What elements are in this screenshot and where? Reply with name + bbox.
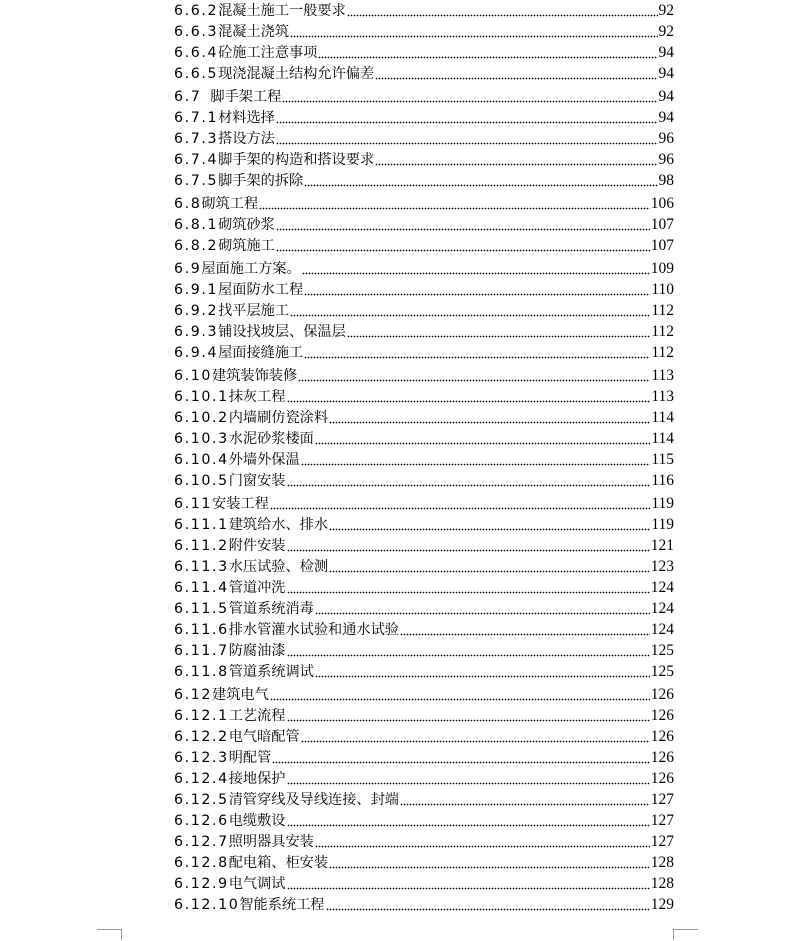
toc-entry-number: 6.12.9 bbox=[174, 876, 229, 892]
toc-entry-title: 排水管灌水试验和通水试验 bbox=[228, 622, 399, 638]
toc-entry-page-number: 128 bbox=[650, 854, 674, 871]
toc-dot-leader bbox=[326, 899, 650, 911]
toc-entry-page-number: 124 bbox=[650, 621, 674, 638]
toc-dot-leader bbox=[272, 752, 649, 764]
toc-dot-leader bbox=[287, 878, 650, 890]
toc-entry-page-number: 126 bbox=[650, 749, 674, 766]
toc-entry-title: 材料选择 bbox=[218, 110, 275, 126]
toc-entry[interactable] bbox=[174, 556, 674, 576]
toc-entry-page-number: 96 bbox=[658, 130, 674, 147]
toc-entry[interactable] bbox=[174, 21, 674, 41]
toc-entry-page-number: 112 bbox=[651, 323, 674, 340]
toc-entry-page-number: 129 bbox=[650, 896, 674, 913]
toc-entry-number: 6.10.2 bbox=[174, 410, 229, 426]
toc-entry-page-number: 98 bbox=[658, 172, 674, 189]
toc-entry[interactable] bbox=[174, 170, 674, 190]
toc-entry-page-number: 94 bbox=[658, 109, 674, 126]
toc-entry-page-number: 92 bbox=[658, 2, 674, 19]
toc-entry[interactable] bbox=[174, 235, 674, 255]
toc-entry-page-number: 127 bbox=[650, 833, 674, 850]
toc-entry-title: 脚手架的构造和搭设要求 bbox=[218, 152, 375, 168]
toc-entry-title: 工艺流程 bbox=[228, 708, 286, 724]
toc-entry-page-number: 107 bbox=[650, 216, 674, 233]
toc-dot-leader bbox=[276, 219, 650, 231]
toc-dot-leader bbox=[270, 689, 650, 701]
toc-entry[interactable] bbox=[174, 789, 674, 809]
toc-entry-number: 6.11.1 bbox=[174, 517, 229, 533]
toc-entry-number: 6.12.8 bbox=[174, 855, 229, 871]
toc-entry-number: 6.7.4 bbox=[174, 152, 219, 168]
toc-entry-title: 防腐油漆 bbox=[228, 643, 286, 659]
toc-entry-number: 6.12.6 bbox=[174, 813, 229, 829]
toc-entry[interactable] bbox=[174, 684, 674, 704]
toc-dot-leader bbox=[315, 666, 650, 678]
toc-entry-page-number: 112 bbox=[651, 302, 674, 319]
toc-entry-title: 砌筑砂浆 bbox=[218, 217, 275, 233]
toc-entry-number: 6.12.2 bbox=[174, 729, 229, 745]
toc-entry-title: 砌筑工程 bbox=[201, 196, 259, 212]
toc-entry-page-number: 92 bbox=[658, 23, 674, 40]
toc-entry-number: 6.11.2 bbox=[174, 538, 229, 554]
toc-dot-leader bbox=[287, 710, 650, 722]
toc-entry-title: 电缆敷设 bbox=[228, 813, 286, 829]
toc-entry[interactable] bbox=[174, 894, 674, 914]
toc-entry-number: 6.11.7 bbox=[174, 643, 229, 659]
toc-entry-title: 屋面防水工程 bbox=[218, 282, 304, 298]
toc-entry-number: 6.8.1 bbox=[174, 217, 219, 233]
toc-entry-title: 砼施工注意事项 bbox=[218, 45, 318, 61]
toc-dot-leader bbox=[400, 624, 650, 636]
toc-entry-page-number: 126 bbox=[650, 728, 674, 745]
toc-entry-number: 6.11.3 bbox=[174, 559, 229, 575]
toc-entry-number: 6.7.3 bbox=[174, 131, 219, 147]
toc-entry-number: 6.6.2 bbox=[174, 3, 219, 19]
toc-entry-page-number: 109 bbox=[650, 260, 674, 277]
toc-entry-title: 混凝土浇筑 bbox=[218, 24, 290, 40]
toc-dot-leader bbox=[329, 412, 650, 424]
toc-entry-title: 内墙刷仿瓷涂料 bbox=[228, 410, 329, 426]
toc-entry-title: 管道系统消毒 bbox=[228, 601, 314, 617]
toc-dot-leader bbox=[270, 498, 651, 510]
toc-entry-title: 配电箱、柜安装 bbox=[228, 855, 329, 871]
toc-entry-number: 6.11 bbox=[174, 496, 212, 512]
toc-entry-title: 屋面接缝施工 bbox=[218, 345, 304, 361]
toc-entry-number: 6.8.2 bbox=[174, 238, 219, 254]
toc-entry-number: 6.12.7 bbox=[174, 834, 229, 850]
toc-entry[interactable] bbox=[174, 149, 674, 169]
toc-dot-leader bbox=[329, 561, 650, 573]
toc-dot-leader bbox=[315, 836, 650, 848]
toc-entry-page-number: 115 bbox=[651, 451, 674, 468]
toc-entry-page-number: 123 bbox=[650, 558, 674, 575]
toc-entry-page-number: 113 bbox=[651, 388, 674, 405]
toc-entry-title: 明配管 bbox=[228, 750, 272, 766]
toc-entry-title: 电气调试 bbox=[228, 876, 286, 892]
toc-entry-page-number: 110 bbox=[651, 281, 674, 298]
toc-entry-number: 6.10.1 bbox=[174, 389, 229, 405]
toc-entry[interactable] bbox=[174, 640, 674, 660]
toc-entry-number: 6.12.1 bbox=[174, 708, 229, 724]
toc-entry-number: 6.10.5 bbox=[174, 473, 229, 489]
toc-entry[interactable] bbox=[174, 619, 674, 639]
toc-entry[interactable] bbox=[174, 0, 674, 20]
toc-entry-title: 砌筑施工 bbox=[218, 238, 275, 254]
toc-entry-number: 6.8 bbox=[174, 196, 202, 212]
toc-entry-title: 建筑给水、排水 bbox=[228, 517, 329, 533]
toc-entry-number: 6.11.8 bbox=[174, 664, 229, 680]
toc-entry-number: 6.12.4 bbox=[174, 771, 229, 787]
toc-entry-page-number: 125 bbox=[650, 642, 674, 659]
toc-entry-page-number: 113 bbox=[651, 367, 674, 384]
toc-dot-leader bbox=[276, 112, 658, 124]
toc-entry-number: 6.11.4 bbox=[174, 580, 229, 596]
toc-entry[interactable] bbox=[174, 514, 674, 534]
toc-entry[interactable] bbox=[174, 493, 674, 513]
toc-entry-title: 找平层施工 bbox=[218, 303, 290, 319]
toc-entry[interactable] bbox=[174, 321, 674, 341]
toc-entry-page-number: 125 bbox=[650, 663, 674, 680]
toc-dot-leader bbox=[287, 815, 650, 827]
toc-entry[interactable] bbox=[174, 107, 674, 127]
toc-entry[interactable] bbox=[174, 365, 674, 385]
toc-entry-title: 水压试验、检测 bbox=[228, 559, 329, 575]
toc-entry-title: 脚手架的拆除 bbox=[218, 173, 304, 189]
toc-dot-leader bbox=[318, 47, 657, 59]
toc-dot-leader bbox=[276, 133, 658, 145]
toc-entry-number: 6.7.5 bbox=[174, 173, 219, 189]
toc-entry-number: 6.11.6 bbox=[174, 622, 229, 638]
toc-entry-page-number: 126 bbox=[650, 707, 674, 724]
toc-entry[interactable] bbox=[174, 300, 674, 320]
toc-entry[interactable] bbox=[174, 428, 674, 448]
toc-entry-title: 智能系统工程 bbox=[239, 897, 325, 913]
toc-entry-title: 电气暗配管 bbox=[228, 729, 300, 745]
toc-entry-page-number: 114 bbox=[651, 409, 674, 426]
toc-dot-leader bbox=[302, 263, 650, 275]
toc-dot-leader bbox=[282, 91, 657, 103]
toc-dot-leader bbox=[304, 284, 650, 296]
toc-entry-page-number: 94 bbox=[658, 65, 674, 82]
toc-entry[interactable] bbox=[174, 661, 674, 681]
toc-entry-title: 接地保护 bbox=[228, 771, 286, 787]
toc-entry-number: 6.10.3 bbox=[174, 431, 229, 447]
toc-entry-page-number: 127 bbox=[650, 791, 674, 808]
page-corner-mark-left bbox=[97, 929, 122, 940]
toc-dot-leader bbox=[287, 475, 651, 487]
toc-entry-title: 混凝土施工一般要求 bbox=[218, 3, 346, 19]
toc-entry[interactable] bbox=[174, 63, 674, 83]
toc-entry[interactable] bbox=[174, 342, 674, 362]
toc-entry-title: 抹灰工程 bbox=[228, 389, 286, 405]
toc-dot-leader bbox=[259, 198, 650, 210]
toc-entry-page-number: 94 bbox=[658, 88, 674, 105]
toc-entry-number: 6.12.10 bbox=[174, 897, 240, 913]
toc-entry-title: 水泥砂浆楼面 bbox=[228, 431, 314, 447]
toc-entry-page-number: 106 bbox=[650, 195, 674, 212]
toc-dot-leader bbox=[276, 240, 650, 252]
toc-entry-page-number: 124 bbox=[650, 600, 674, 617]
toc-entry[interactable] bbox=[174, 726, 674, 746]
toc-dot-leader bbox=[315, 433, 650, 445]
toc-entry-page-number: 119 bbox=[651, 516, 674, 533]
toc-entry-number: 6.9.2 bbox=[174, 303, 219, 319]
toc-dot-leader bbox=[287, 645, 650, 657]
toc-entry-page-number: 94 bbox=[658, 44, 674, 61]
toc-entry-title: 搭设方法 bbox=[218, 131, 275, 147]
toc-entry[interactable] bbox=[174, 768, 674, 788]
toc-dot-leader bbox=[329, 519, 650, 531]
toc-entry[interactable] bbox=[174, 128, 674, 148]
toc-entry[interactable] bbox=[174, 598, 674, 618]
toc-entry[interactable] bbox=[174, 386, 674, 406]
toc-entry-page-number: 116 bbox=[651, 472, 674, 489]
toc-entry[interactable] bbox=[174, 407, 674, 427]
toc-entry-page-number: 107 bbox=[650, 237, 674, 254]
toc-entry-title: 脚手架工程 bbox=[201, 89, 282, 105]
toc-entry-number: 6.12.3 bbox=[174, 750, 229, 766]
toc-entry-title: 照明器具安装 bbox=[228, 834, 314, 850]
toc-entry-page-number: 112 bbox=[651, 344, 674, 361]
toc-dot-leader bbox=[329, 857, 650, 869]
toc-entry[interactable] bbox=[174, 747, 674, 767]
toc-entry[interactable] bbox=[174, 831, 674, 851]
toc-entry-number: 6.10.4 bbox=[174, 452, 229, 468]
toc-entry-title: 管道冲洗 bbox=[228, 580, 286, 596]
toc-entry-number: 6.11.5 bbox=[174, 601, 229, 617]
toc-entry-number: 6.9 bbox=[174, 261, 202, 277]
toc-entry-page-number: 126 bbox=[650, 686, 674, 703]
toc-dot-leader bbox=[301, 731, 650, 743]
toc-entry[interactable] bbox=[174, 86, 674, 106]
toc-entry[interactable] bbox=[174, 705, 674, 725]
toc-entry[interactable] bbox=[174, 810, 674, 830]
toc-entry[interactable] bbox=[174, 449, 674, 469]
toc-entry-title: 安装工程 bbox=[212, 496, 269, 512]
toc-entry[interactable] bbox=[174, 258, 674, 278]
toc-entry[interactable] bbox=[174, 852, 674, 872]
toc-entry-number: 6.6.5 bbox=[174, 66, 219, 82]
toc-entry[interactable] bbox=[174, 214, 674, 234]
toc-dot-leader bbox=[287, 540, 650, 552]
toc-entry-title: 建筑电气 bbox=[212, 687, 269, 703]
toc-entry-page-number: 124 bbox=[650, 579, 674, 596]
toc-entry[interactable] bbox=[174, 193, 674, 213]
toc-dot-leader bbox=[375, 68, 657, 80]
toc-dot-leader bbox=[347, 326, 651, 338]
toc-entry-number: 6.9.1 bbox=[174, 282, 219, 298]
toc-entry-title: 建筑装饰装修 bbox=[212, 368, 298, 384]
toc-entry-page-number: 127 bbox=[650, 812, 674, 829]
toc-entry[interactable] bbox=[174, 577, 674, 597]
toc-entry-title: 现浇混凝土结构允许偏差 bbox=[218, 66, 375, 82]
toc-dot-leader bbox=[287, 773, 650, 785]
toc-entry-title: 附件安装 bbox=[228, 538, 286, 554]
toc-dot-leader bbox=[290, 26, 657, 38]
toc-dot-leader bbox=[304, 175, 657, 187]
toc-entry-number: 6.6.3 bbox=[174, 24, 219, 40]
toc-entry[interactable] bbox=[174, 535, 674, 555]
toc-entry-page-number: 114 bbox=[651, 430, 674, 447]
toc-entry-number: 6.6.4 bbox=[174, 45, 219, 61]
toc-entry-title: 门窗安装 bbox=[228, 473, 286, 489]
toc-entry[interactable] bbox=[174, 873, 674, 893]
toc-entry-page-number: 128 bbox=[650, 875, 674, 892]
toc-dot-leader bbox=[375, 154, 657, 166]
toc-entry-number: 6.12.5 bbox=[174, 792, 229, 808]
toc-entry-number: 6.9.4 bbox=[174, 345, 219, 361]
toc-dot-leader bbox=[315, 603, 650, 615]
toc-entry-page-number: 119 bbox=[651, 495, 674, 512]
toc-dot-leader bbox=[287, 391, 651, 403]
toc-entry-number: 6.9.3 bbox=[174, 324, 219, 340]
toc-entry-page-number: 96 bbox=[658, 151, 674, 168]
toc-dot-leader bbox=[347, 5, 658, 17]
toc-entry-title: 管道系统调试 bbox=[228, 664, 314, 680]
toc-dot-leader bbox=[400, 794, 650, 806]
toc-dot-leader bbox=[290, 305, 650, 317]
toc-dot-leader bbox=[304, 347, 650, 359]
page-corner-mark-right bbox=[673, 929, 698, 940]
toc-entry-number: 6.7 bbox=[174, 89, 202, 105]
toc-dot-leader bbox=[298, 370, 650, 382]
toc-entry-title: 清管穿线及导线连接、封端 bbox=[228, 792, 399, 808]
toc-entry[interactable] bbox=[174, 42, 674, 62]
toc-entry[interactable] bbox=[174, 279, 674, 299]
toc-entry-number: 6.10 bbox=[174, 368, 212, 384]
toc-entry-title: 铺设找坡层、保温层 bbox=[218, 324, 346, 340]
toc-entry-number: 6.7.1 bbox=[174, 110, 219, 126]
toc-entry-number: 6.12 bbox=[174, 687, 212, 703]
toc-entry-title: 屋面施工方案。 bbox=[201, 261, 301, 277]
toc-entry-page-number: 126 bbox=[650, 770, 674, 787]
toc-entry[interactable] bbox=[174, 470, 674, 490]
toc-dot-leader bbox=[301, 454, 651, 466]
toc-entry-title: 外墙外保温 bbox=[228, 452, 300, 468]
toc-dot-leader bbox=[287, 582, 650, 594]
toc-entry-page-number: 121 bbox=[650, 537, 674, 554]
